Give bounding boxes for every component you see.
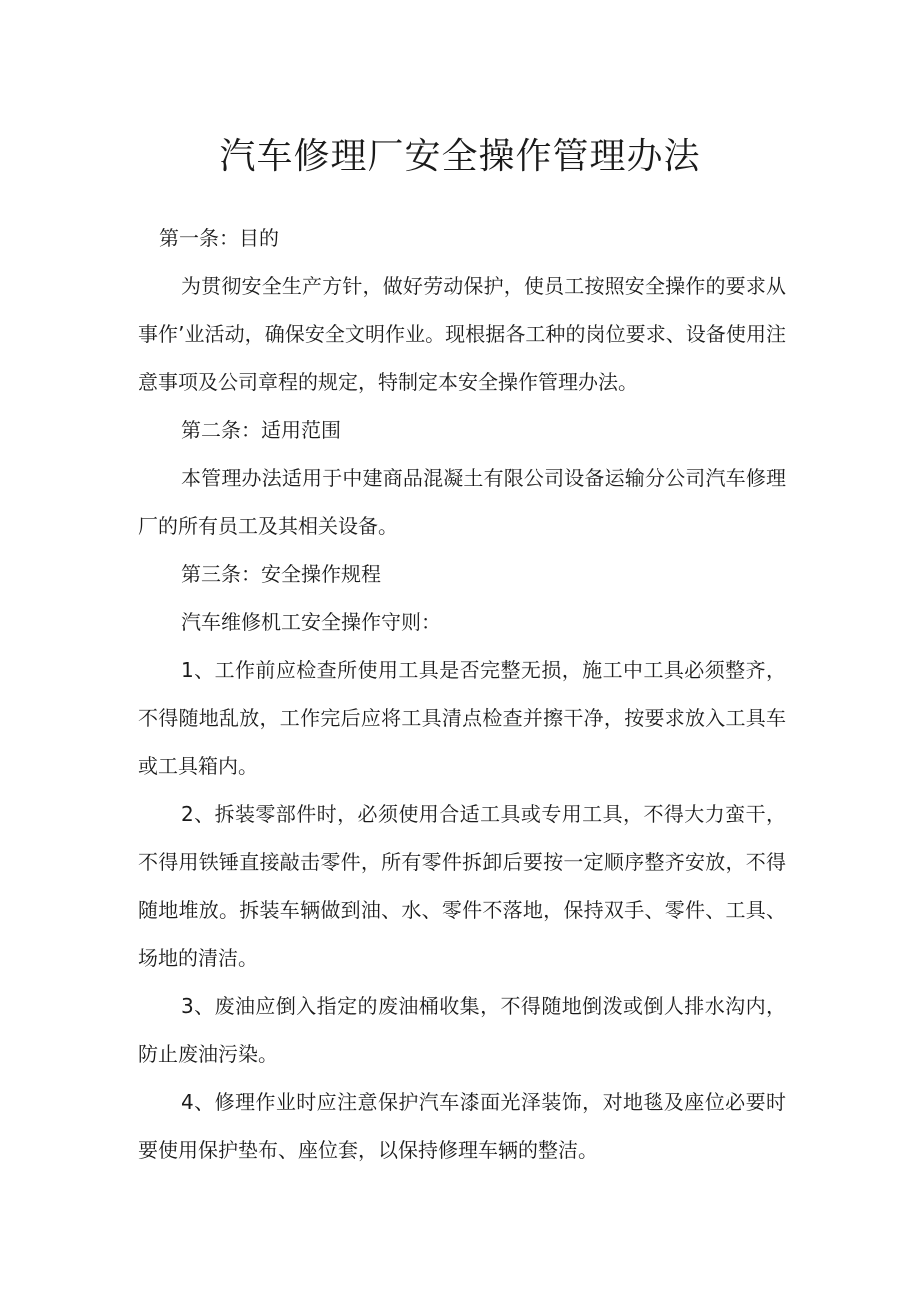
article-1-heading: 第一条：目的 (159, 226, 279, 250)
rule-4: 4、修理作业时应注意保护汽车漆面光泽装饰，对地毯及座位必要时要使用保护垫布、座位套，以保持修理车辆的整洁。 (138, 1090, 786, 1162)
article-2-text: 本管理办法适用于中建商品混凝土有限公司设备运输分公司汽车修理厂的所有员工及其相关设备。 (138, 466, 786, 538)
mechanic-rules-heading: 汽车维修机工安全操作守则： (181, 610, 441, 634)
document-title: 汽车修理厂安全操作管理办法 (219, 136, 701, 177)
article-2-heading: 第二条：适用范围 (181, 418, 341, 442)
rule-2: 2、拆装零部件时，必须使用合适工具或专用工具，不得大力蛮干，不得用铁锤直接敲击零件，所有零件拆卸后要按一定顺序整齐安放，不得随地堆放。拆装车辆做到油、水、零件不落地，保持双手、零件、工具、场地的清洁。 (138, 802, 786, 970)
document-body (138, 214, 786, 1174)
rule-1: 1、工作前应检查所使用工具是否完整无损，施工中工具必须整齐，不得随地乱放，工作完后应将工具清点检查并擦干净，按要求放入工具车或工具箱内。 (138, 658, 786, 778)
article-1-text: 为贯彻安全生产方针，做好劳动保护，使员工按照安全操作的要求从事作’业活动，确保安全文明作业。现根据各工种的岗位要求、设备使用注意事项及公司章程的规定，特制定本安全操作管理办法。 (138, 274, 786, 394)
article-3-heading: 第三条：安全操作规程 (181, 562, 381, 586)
rule-3: 3、废油应倒入指定的废油桶收集，不得随地倒泼或倒人排水沟内，防止废油污染。 (138, 994, 786, 1066)
